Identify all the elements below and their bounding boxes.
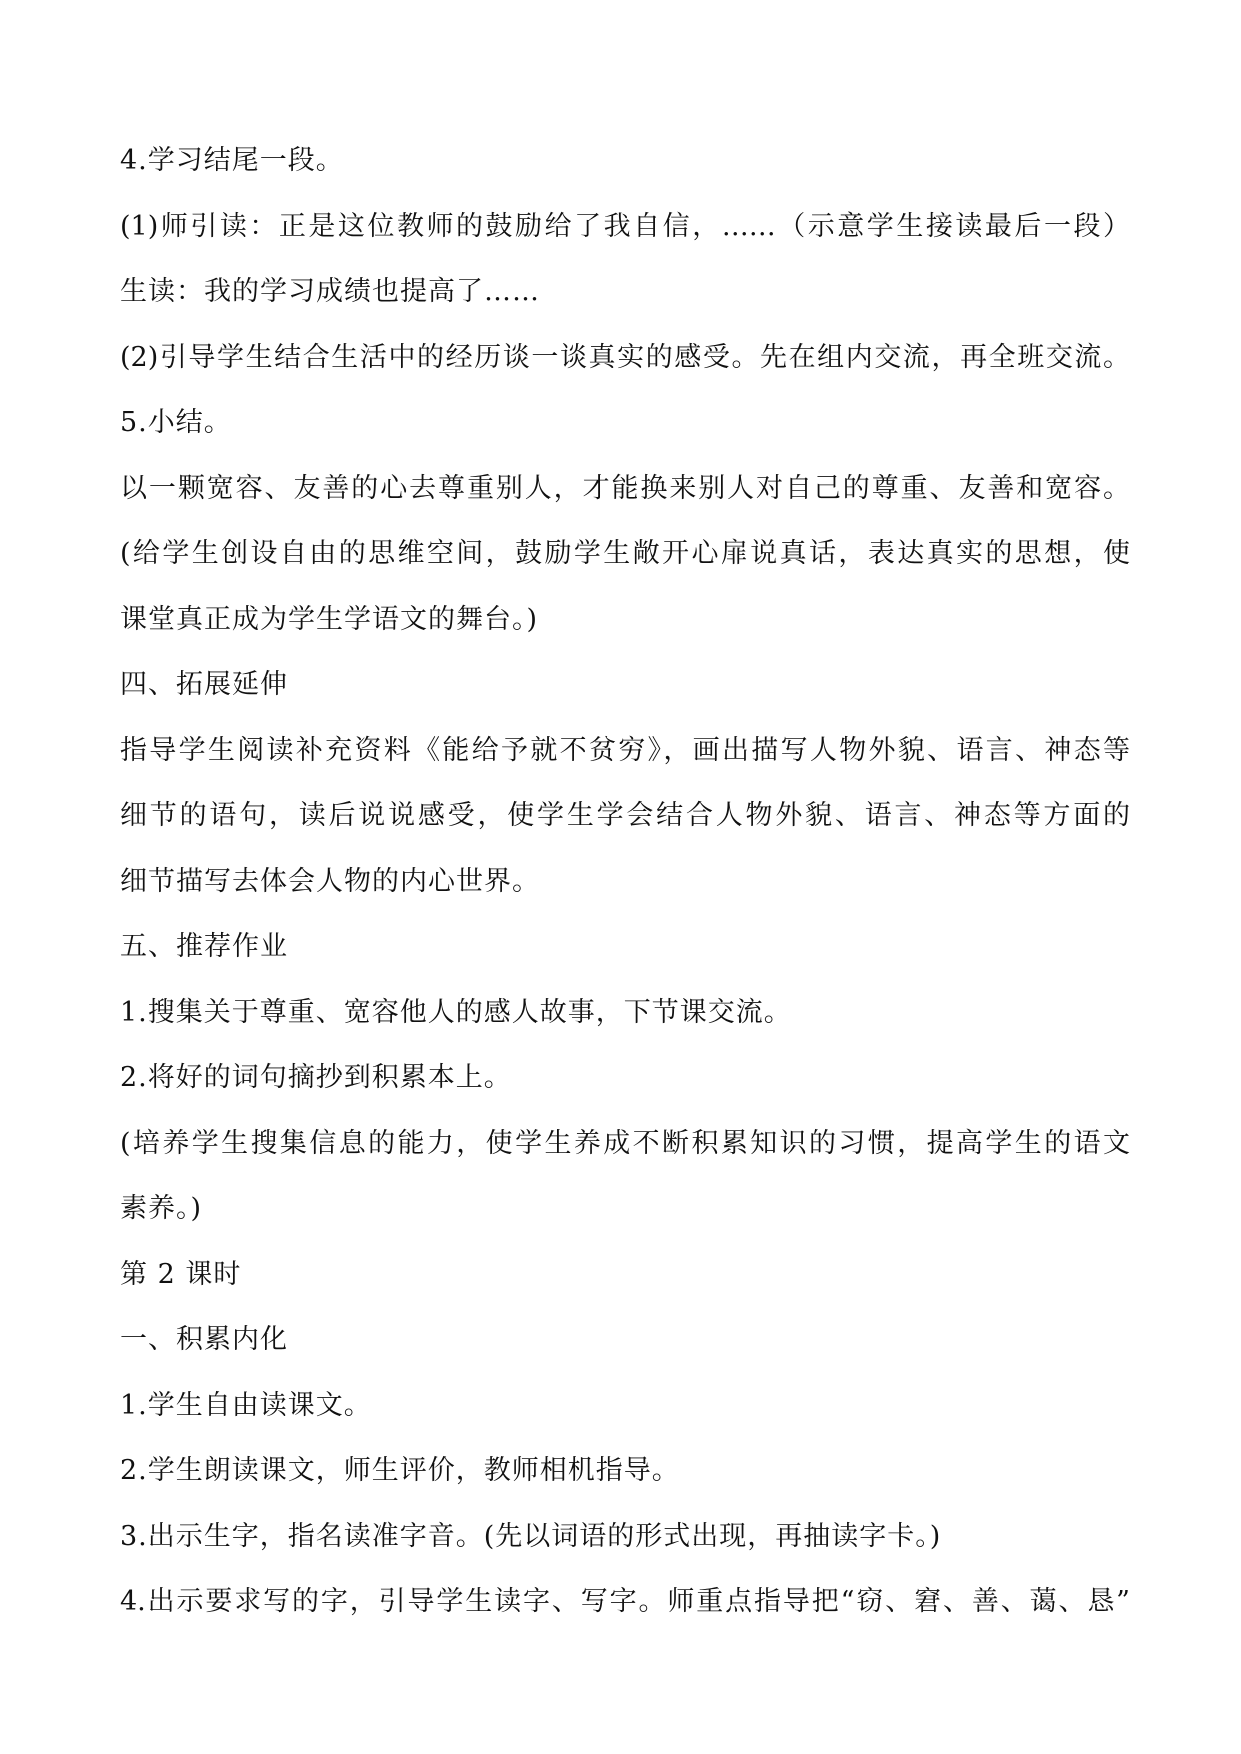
paragraph-line: 以一颗宽容、友善的心去尊重别人，才能换来别人对自己的尊重、友善和宽容。 <box>120 472 1130 504</box>
paragraph-line: 素养。) <box>120 1193 203 1224</box>
document-body <box>120 128 1130 1635</box>
paragraph-line: 课堂真正成为学生学语文的舞台。) <box>120 603 539 635</box>
step-heading: 4.学习结尾一段。 <box>120 145 344 176</box>
step-heading: 5.小结。 <box>120 407 232 438</box>
paragraph-line: (1)师引读：正是这位教师的鼓励给了我自信，……（示意学生接读最后一段） <box>120 210 1130 242</box>
section-heading: 一、积累内化 <box>120 1324 288 1355</box>
section-heading: 五、推荐作业 <box>120 931 288 962</box>
paragraph-line: (培养学生搜集信息的能力，使学生养成不断积累知识的习惯，提高学生的语文 <box>120 1127 1130 1159</box>
paragraph-line: (2)引导学生结合生活中的经历谈一谈真实的感受。先在组内交流，再全班交流。 <box>120 341 1130 373</box>
list-item: 2.学生朗读课文，师生评价，教师相机指导。 <box>120 1455 680 1486</box>
list-item: 1.搜集关于尊重、宽容他人的感人故事，下节课交流。 <box>120 996 792 1028</box>
list-item: 1.学生自由读课文。 <box>120 1389 372 1421</box>
list-item: 2.将好的词句摘抄到积累本上。 <box>120 1062 512 1093</box>
list-item: 3.出示生字，指名读准字音。(先以词语的形式出现，再抽读字卡。) <box>120 1520 942 1552</box>
paragraph-line: 细节描写去体会人物的内心世界。 <box>120 865 540 897</box>
lesson-heading: 第 2 课时 <box>120 1258 242 1290</box>
paragraph-line: 指导学生阅读补充资料《能给予就不贫穷》，画出描写人物外貌、语言、神态等 <box>120 734 1130 766</box>
paragraph-line: 生读：我的学习成绩也提高了…… <box>120 276 540 307</box>
section-heading: 四、拓展延伸 <box>120 669 288 700</box>
list-item: 4.出示要求写的字，引导学生读字、写字。师重点指导把“窃、窘、善、蔼、恳” <box>120 1586 1130 1617</box>
paragraph-line: 细节的语句，读后说说感受，使学生学会结合人物外貌、语言、神态等方面的 <box>120 800 1130 831</box>
paragraph-line: (给学生创设自由的思维空间，鼓励学生敞开心扉说真话，表达真实的思想，使 <box>120 538 1130 569</box>
